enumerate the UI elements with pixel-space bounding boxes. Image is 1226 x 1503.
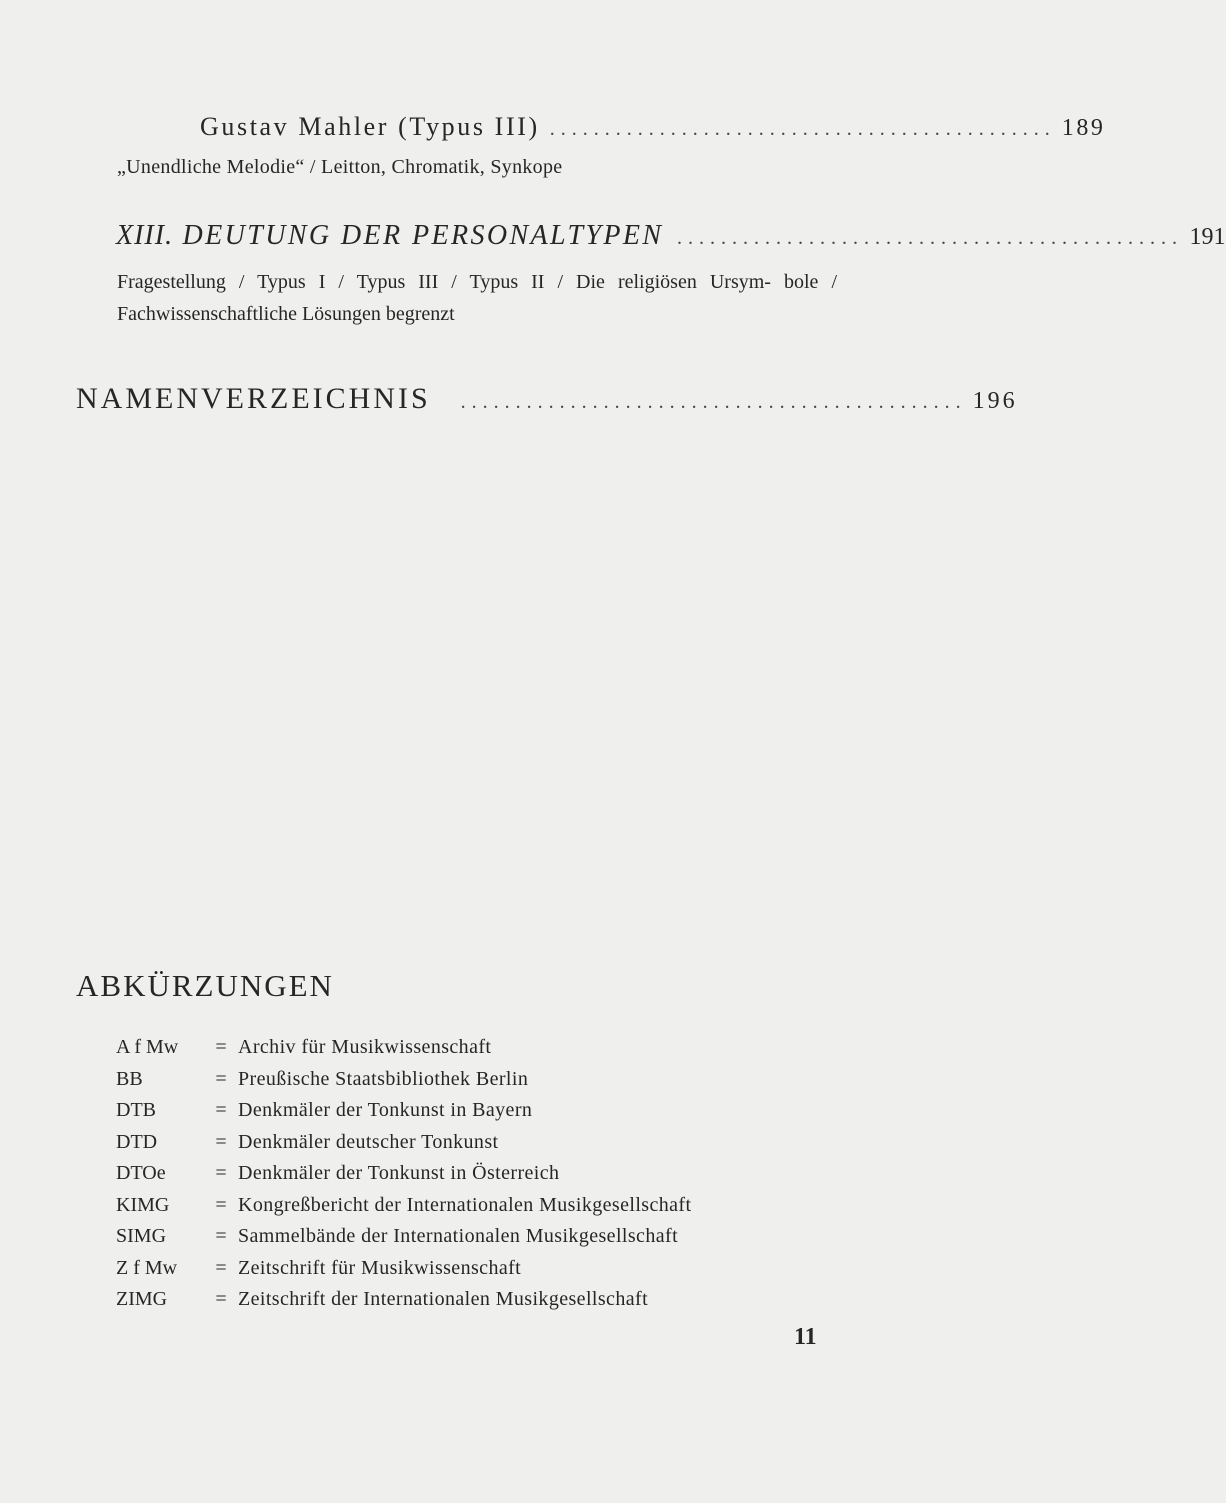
toc-entry-mahler	[200, 112, 1106, 142]
toc-entry-namenverzeichnis	[76, 382, 1018, 416]
abbreviation-key: BB	[116, 1067, 143, 1090]
abbreviation-key: SIMG	[116, 1225, 167, 1248]
abbreviation-equals: =	[215, 1130, 227, 1153]
toc-chapter-number: XIII.	[116, 220, 174, 251]
abbreviation-equals: =	[215, 1099, 227, 1122]
abbreviation-value: Sammelbände der Internationalen Musikgesellschaft	[238, 1225, 679, 1248]
toc-chapter-title: DEUTUNG DER PERSONALTYPEN	[182, 220, 664, 251]
abbreviation-equals: =	[215, 1162, 227, 1185]
abbreviation-value: Zeitschrift der Internationalen Musikgesellschaft	[238, 1288, 649, 1311]
toc-entry-subtitle: „Unendliche Melodie“ / Leitton, Chromatik, Synkope	[117, 156, 563, 178]
abbreviations-heading: ABKÜRZUNGEN	[76, 968, 334, 1003]
toc-chapter-deutung	[116, 220, 1226, 252]
abbreviation-key: KIMG	[116, 1193, 170, 1216]
toc-entry-title: Gustav Mahler (Typus III)	[200, 112, 540, 141]
abbreviation-equals: =	[215, 1036, 227, 1059]
abbreviation-equals: =	[215, 1067, 227, 1090]
toc-leader-dots: ..............................................	[677, 227, 1184, 249]
abbreviation-row	[116, 1284, 691, 1316]
toc-entry-page: 189	[1061, 115, 1106, 141]
abbreviation-row	[116, 1095, 691, 1127]
toc-leader-dots: ..............................................	[460, 391, 967, 413]
abbreviation-value: Zeitschrift für Musikwissenschaft	[238, 1256, 522, 1279]
abbreviation-key: Z f Mw	[116, 1256, 178, 1279]
toc-leader-dots: ..............................................	[549, 118, 1056, 140]
toc-entry-title: NAMENVERZEICHNIS	[76, 382, 431, 415]
abbreviation-value: Denkmäler deutscher Tonkunst	[238, 1130, 499, 1153]
abbreviation-key: DTB	[116, 1099, 156, 1122]
abbreviation-row	[116, 1127, 691, 1159]
abbreviation-equals: =	[215, 1193, 227, 1216]
abbreviation-key: DTOe	[116, 1162, 166, 1185]
abbreviation-row	[116, 1253, 691, 1285]
abbreviation-equals: =	[215, 1225, 227, 1248]
abbreviation-value: Archiv für Musikwissenschaft	[238, 1036, 492, 1059]
toc-chapter-heading	[116, 220, 664, 252]
abbreviation-row	[116, 1158, 691, 1190]
abbreviation-key: ZIMG	[116, 1288, 168, 1311]
abbreviation-equals: =	[215, 1288, 227, 1311]
abbreviation-row	[116, 1190, 691, 1222]
abbreviation-value: Denkmäler der Tonkunst in Bayern	[238, 1099, 533, 1122]
toc-chapter-page: 191	[1189, 224, 1226, 250]
page-number: 11	[794, 1324, 817, 1350]
abbreviation-value: Denkmäler der Tonkunst in Österreich	[238, 1162, 560, 1185]
abbreviation-value: Preußische Staatsbibliothek Berlin	[238, 1067, 529, 1090]
abbreviation-row	[116, 1064, 691, 1096]
abbreviation-value: Kongreßbericht der Internationalen Musikgesellschaft	[238, 1193, 692, 1216]
abbreviation-row	[116, 1221, 691, 1253]
abbreviations-list	[116, 1032, 691, 1316]
abbreviation-key: DTD	[116, 1130, 158, 1153]
abbreviation-key: A f Mw	[116, 1036, 179, 1059]
toc-chapter-description: Fragestellung / Typus I / Typus III / Typus II / Die religiösen Ursym- bole / Fachwissenschaftliche Lösungen begrenzt	[117, 271, 837, 325]
toc-entry-page: 196	[972, 388, 1018, 414]
abbreviation-row	[116, 1032, 691, 1064]
abbreviation-equals: =	[215, 1256, 227, 1279]
